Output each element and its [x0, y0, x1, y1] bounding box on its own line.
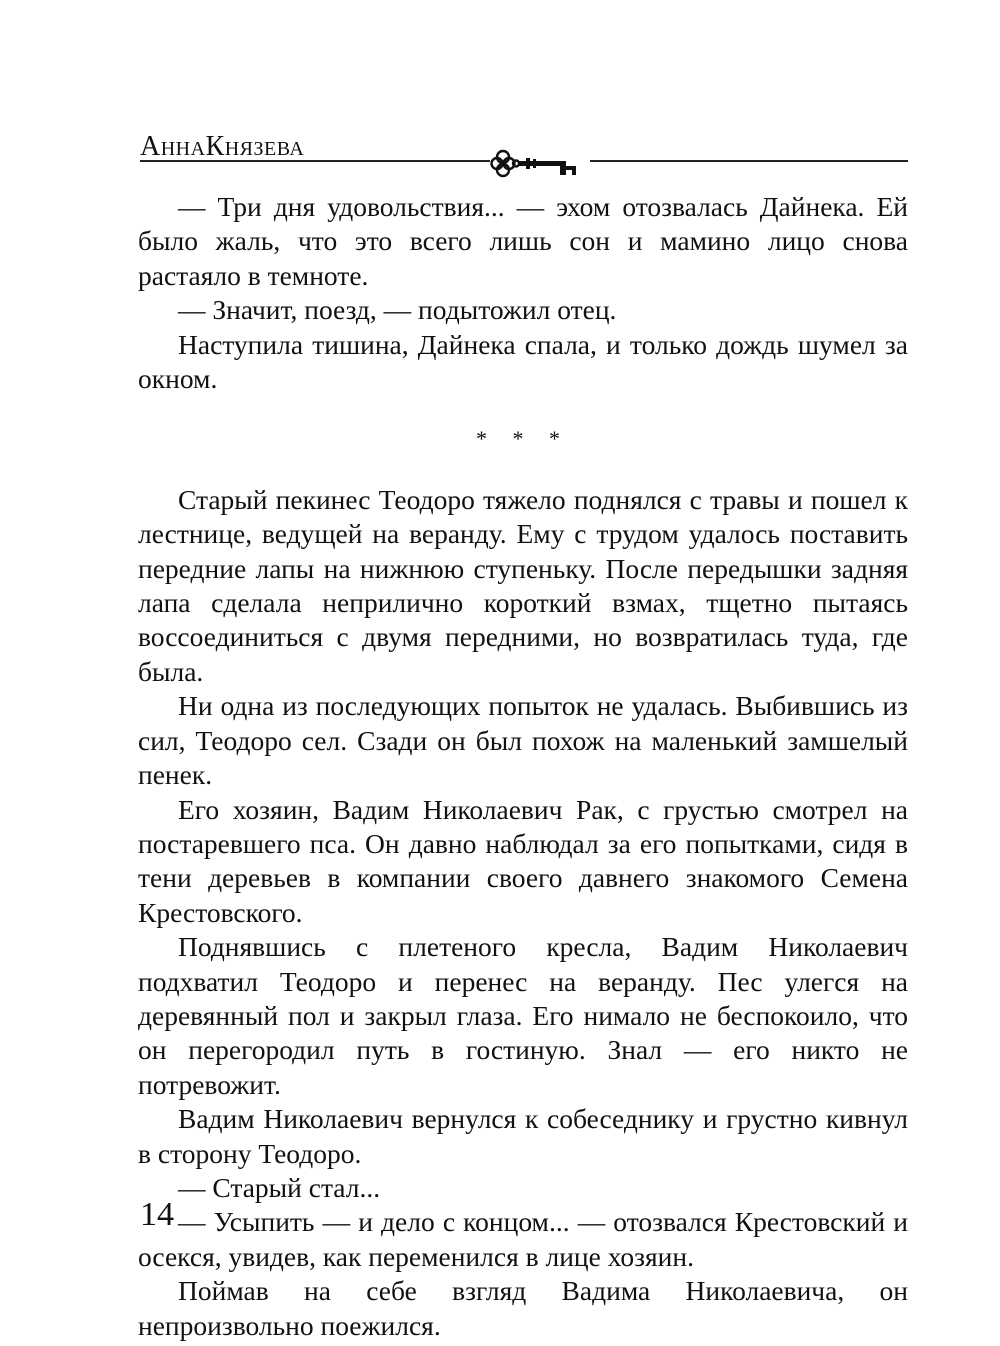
paragraph: Вадим Николаевич вернулся к собеседнику и грустно кивнул в сторону Теодоро.	[138, 1103, 908, 1169]
paragraph: Старый пекинес Теодоро тяжело поднялся с травы и пошел к лестнице, ведущей на веранду. Ему с трудом удалось поставить передние лапы на нижнюю ступеньку. После передышки задняя лапа сделала неприлично короткий взмах, тщетно пытаясь воссоединиться с двумя передними, но возвратилась туда, где была.	[138, 483, 908, 687]
author-name: АннаКнязева	[140, 131, 305, 162]
paragraph: — Усыпить — и дело с концом... — отозвался Крестовский и осекся, увидев, как переменился в лице хозяин.	[138, 1206, 908, 1272]
paragraph: — Старый стал...	[178, 1171, 381, 1203]
paragraph: — Три дня удовольствия... — эхом отозвалась Дайнека. Ей было жаль, что это всего лишь сон и мамино лицо снова растаяло в темноте.	[138, 191, 908, 291]
paragraph: Его хозяин, Вадим Николаевич Рак, с грустью смотрел на постаревшего пса. Он давно наблюдал за его попытками, сидя в тени деревьев в компании своего давнего знакомого Семена Крестовского.	[138, 793, 908, 928]
paragraph: Ни одна из последующих попыток не удалась. Выбившись из сил, Теодоро сел. Сзади он был похож на маленький замшелый пенек.	[138, 690, 908, 791]
paragraph: Поймав на себе взгляд Вадима Николаевича, он непроизвольно поежился.	[138, 1275, 908, 1341]
body-text	[138, 190, 908, 1343]
running-header	[140, 125, 908, 175]
paragraph: Наступила тишина, Дайнека спала, и только дождь шумел за окном.	[138, 328, 908, 395]
key-icon	[490, 145, 590, 179]
paragraph: — Значит, поезд, — подытожил отец.	[178, 294, 617, 326]
page-number: 14	[140, 1196, 174, 1233]
section-separator: * * *	[476, 426, 570, 452]
paragraph: Поднявшись с плетеного кресла, Вадим Николаевич подхватил Теодоро и перенес на веранду. Пес улегся на деревянный пол и закрыл глаза. Его нимало не беспокоило, что он перегородил путь в гостиную. Знал — его никто не потревожит.	[138, 931, 908, 1100]
